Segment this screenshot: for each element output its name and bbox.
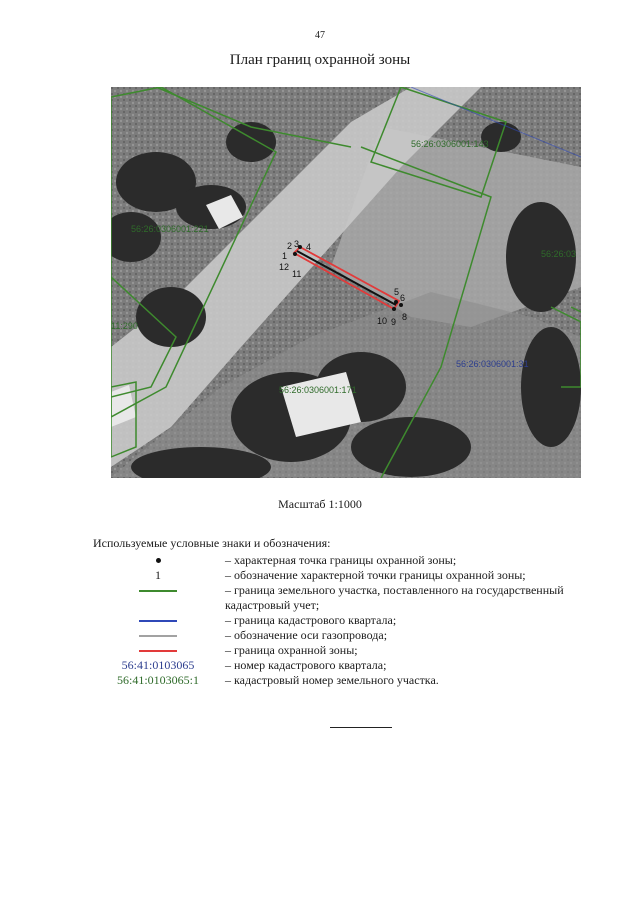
parcel-label: 56:26:0306001:221 [131, 224, 209, 234]
black-line-icon [139, 634, 177, 638]
quarter-label: 56:26:0306001:31 [456, 359, 529, 369]
point-label: 9 [391, 317, 397, 327]
parcel-label: 56:26:03 [541, 249, 577, 259]
legend-desc: – кадастровый номер земельного участка. [225, 673, 439, 687]
legend-item-point-number [93, 568, 613, 583]
map-canvas [111, 87, 581, 478]
legend-desc: – граница земельного участка, поставленного на государственный кадастровый учет; [225, 583, 564, 612]
legend-desc: – характерная точка границы охранной зоны; [225, 553, 457, 567]
parcel-label: 56:26:0306001:143 [411, 139, 489, 149]
legend [93, 553, 613, 688]
quarter-labels [456, 359, 529, 369]
legend-desc: – граница кадастрового квартала; [225, 613, 397, 627]
point-label: 12 [279, 262, 290, 272]
point-label: 6 [400, 293, 406, 303]
aerial-map[interactable] [111, 87, 581, 478]
legend-heading: Используемые условные знаки и обозначения: [93, 536, 331, 550]
point-marker-icon [156, 558, 161, 563]
point-label: 5 [394, 287, 400, 297]
point-label: 4 [306, 242, 312, 252]
separator-line [330, 727, 392, 728]
point-label: 3 [294, 239, 300, 249]
point-label: 10 [377, 316, 388, 326]
legend-item-protection-zone [93, 643, 613, 658]
legend-item-parcel-boundary [93, 583, 613, 613]
legend-item-quarter-boundary [93, 613, 613, 628]
red-line-icon [139, 649, 177, 653]
blue-line-icon [139, 619, 177, 623]
legend-desc: – номер кадастрового квартала; [225, 658, 387, 672]
parcel-label: 56:26:0306001:171 [279, 385, 357, 395]
green-line-icon [139, 589, 177, 593]
legend-desc: – граница охранной зоны; [225, 643, 358, 657]
parcel-label: 11:290 [111, 321, 138, 331]
page-number: 47 [315, 30, 325, 41]
legend-symbol-text: 1 [155, 568, 161, 582]
legend-item-pipeline-axis [93, 628, 613, 643]
legend-item-point [93, 553, 613, 568]
legend-item-quarter-number [93, 658, 613, 673]
point-label: 8 [402, 312, 408, 322]
page-title: План границ охранной зоны [229, 52, 411, 68]
map-scale: Масштаб 1:1000 [278, 497, 362, 511]
legend-item-parcel-number [93, 673, 613, 688]
legend-symbol-text: 56:41:0103065:1 [116, 673, 199, 687]
point-label: 2 [287, 241, 293, 251]
point-label: 1 [282, 251, 288, 261]
legend-symbol-text: 56:41:0103065 [121, 658, 195, 672]
legend-desc: – обозначение оси газопровода; [225, 628, 388, 642]
point-label: 11 [292, 269, 302, 279]
legend-desc: – обозначение характерной точки границы охранной зоны; [225, 568, 526, 582]
